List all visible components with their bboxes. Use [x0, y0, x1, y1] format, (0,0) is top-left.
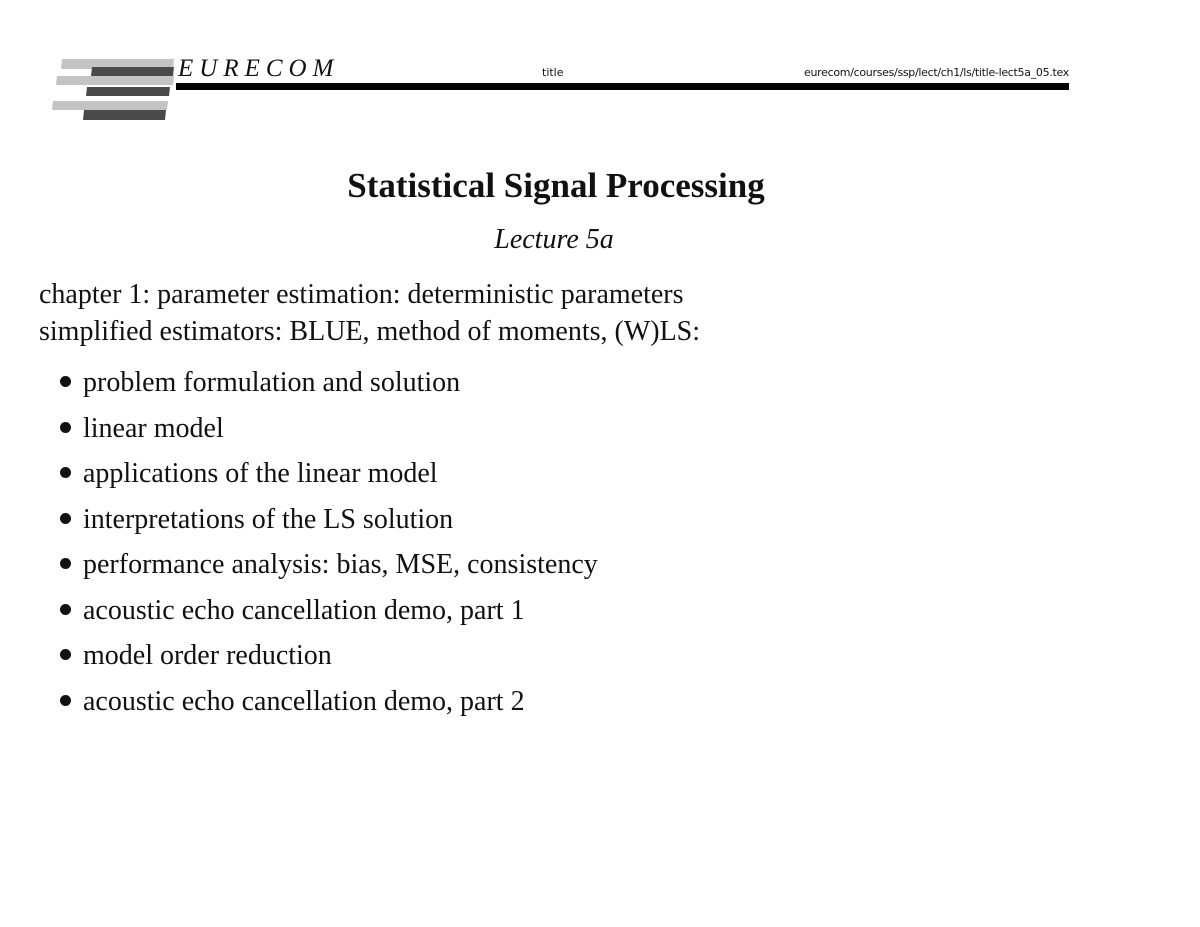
list-item [60, 410, 598, 456]
list-item-text: acoustic echo cancellation demo, part 1 [83, 594, 525, 626]
bullet-dot-icon [60, 649, 71, 660]
slide-subtitle: Lecture 5a [494, 224, 614, 255]
list-item [60, 592, 598, 638]
intro-text [39, 276, 700, 350]
brand-name: EURECOM [178, 55, 340, 82]
list-item [60, 637, 598, 683]
bullet-dot-icon [60, 558, 71, 569]
list-item-text: problem formulation and solution [83, 367, 461, 398]
bullet-dot-icon [60, 422, 71, 433]
list-item-text: acoustic echo cancellation demo, part 2 [83, 685, 525, 717]
intro-line: simplified estimators: BLUE, method of moments, (W)LS: [39, 316, 701, 347]
bullet-dot-icon [60, 695, 71, 706]
slide-title: Statistical Signal Processing [347, 166, 765, 205]
intro-line: chapter 1: parameter estimation: deterministic parameters [39, 279, 684, 310]
header-short-title: title [542, 66, 564, 79]
list-item-text: performance analysis: bias, MSE, consistency [83, 549, 598, 580]
list-item-text: model order reduction [83, 640, 332, 671]
list-item [60, 455, 598, 501]
eurecom-logo-icon [52, 56, 174, 122]
bullet-dot-icon [60, 376, 71, 387]
list-item [60, 501, 598, 547]
topic-list [60, 364, 598, 728]
bullet-dot-icon [60, 513, 71, 524]
list-item [60, 683, 598, 729]
list-item [60, 364, 598, 410]
list-item-text: applications of the linear model [83, 458, 438, 489]
list-item-text: linear model [83, 412, 224, 444]
header-source-path: eurecom/courses/ssp/lect/ch1/ls/title-lect5a_05.tex [804, 66, 1069, 79]
bullet-dot-icon [60, 604, 71, 615]
list-item-text: interpretations of the LS solution [83, 503, 454, 535]
bullet-dot-icon [60, 467, 71, 478]
header-rule [176, 83, 1069, 90]
list-item [60, 546, 598, 592]
